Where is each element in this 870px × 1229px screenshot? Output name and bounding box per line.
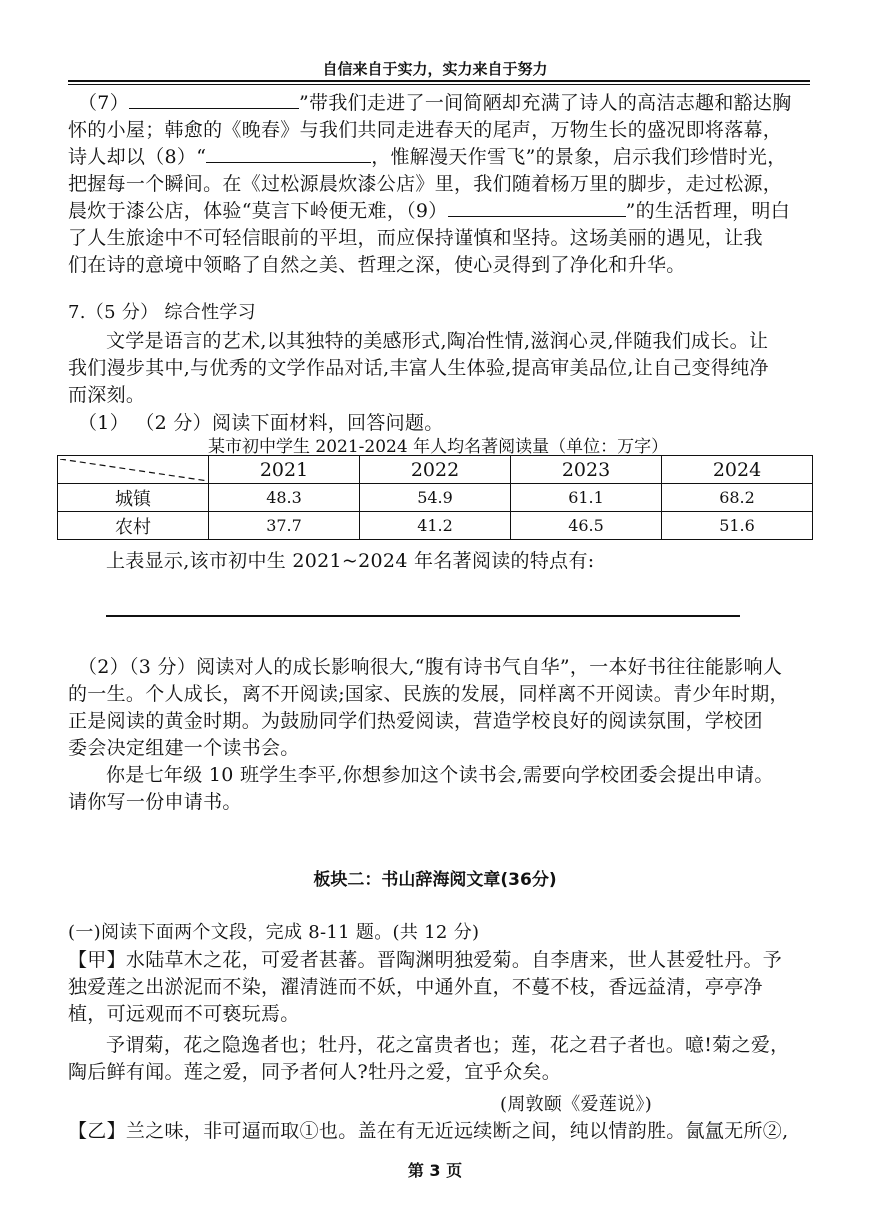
passage-text: ”带我们走进了一间简陋却充满了诗人的高洁志趣和豁达胸 <box>299 92 792 114</box>
answer-blank-9[interactable] <box>448 198 626 217</box>
table-header-cell: 2021 <box>209 456 360 484</box>
q7-sub2-line-3: 正是阅读的黄金时期。为鼓励同学们热爱阅读，营造学校良好的阅读氛围，学校团 <box>68 710 763 732</box>
q7-sub2-line-5: 你是七年级 10 班学生李平,你想参加这个读书会,需要向学校团委会提出申请。 <box>106 764 774 786</box>
passage-line-6: 了人生旅途中不可轻信眼前的平坦，而应保持谨慎和坚持。这场美丽的遇见，让我 <box>68 227 763 249</box>
table-cell: 68.2 <box>662 484 813 512</box>
page-header-title: 自信来自于实力，实力来自于努力 <box>322 60 548 78</box>
passage-line-7: 们在诗的意境中领略了自然之美、哲理之深，使心灵得到了净化和升华。 <box>68 254 686 276</box>
jia-line-3: 植，可远观而不可亵玩焉。 <box>68 1003 300 1025</box>
table-header-cell: 2022 <box>360 456 511 484</box>
jia-line-5: 陶后鲜有闻。莲之爱，同予者何人?牡丹之爱，宜乎众矣。 <box>68 1061 561 1083</box>
q7-sub2-line-2: 的一生。个人成长，离不开阅读;国家、民族的发展，同样离不开阅读。青少年时期， <box>68 683 789 705</box>
answer-line[interactable] <box>106 615 740 617</box>
passage-line-1 <box>78 88 792 115</box>
question-7-heading: 7.（5 分） 综合性学习 <box>68 302 256 323</box>
table-row <box>58 512 813 540</box>
blank-number-8: 诗人却以（8）“ <box>68 146 207 168</box>
section-2-title: 板块二：书山辞海阅文章(36分) <box>313 870 557 890</box>
table-cell: 46.5 <box>511 512 662 540</box>
q7-intro-line-1: 文学是语言的艺术,以其独特的美感形式,陶冶性情,滋润心灵,伴随我们成长。让 <box>106 330 769 352</box>
table-cell: 48.3 <box>209 484 360 512</box>
table-cell: 37.7 <box>209 512 360 540</box>
table-header-cell: 2023 <box>511 456 662 484</box>
table-header-cell: 2024 <box>662 456 813 484</box>
jia-line-1: 【甲】水陆草木之花，可爱者甚蕃。晋陶渊明独爱菊。自李唐来，世人甚爱牡丹。予 <box>68 949 783 971</box>
jia-line-4: 予谓菊，花之隐逸者也；牡丹，花之富贵者也；莲，花之君子者也。噫!菊之爱， <box>106 1034 790 1056</box>
table-row <box>58 484 813 512</box>
part-1-heading: (一)阅读下面两个文段，完成 8-11 题。(共 12 分) <box>68 922 480 943</box>
reading-data-table <box>57 455 813 540</box>
jia-line-2: 独爱莲之出淤泥而不染，濯清涟而不妖，中通外直，不蔓不枝，香远益清，亭亭净 <box>68 976 763 998</box>
passage-line-3 <box>68 142 787 169</box>
table-cell: 41.2 <box>360 512 511 540</box>
q7-intro-line-3: 而深刻。 <box>68 384 146 406</box>
jia-source: (周敦颐《爱莲说》) <box>500 1094 653 1115</box>
table-cell: 61.1 <box>511 484 662 512</box>
q7-sub1-question: 上表显示,该市初中生 2021~2024 年名著阅读的特点有: <box>106 550 595 572</box>
blank-number-7: （7） <box>78 92 129 114</box>
q7-intro-line-2: 我们漫步其中,与优秀的文学作品对话,丰富人生体验,提高审美品位,让自己变得纯净 <box>68 357 769 379</box>
header-rule-thin <box>68 84 810 85</box>
q7-sub2-line-4: 委会决定组建一个读书会。 <box>68 737 300 759</box>
row-label-urban: 城镇 <box>58 484 209 512</box>
q7-sub2-line-6: 请你写一份申请书。 <box>68 791 242 813</box>
yi-line-1: 【乙】兰之味，非可逼而取①也。盖在有无近远续断之间，纯以情韵胜。氤氲无所②, <box>68 1120 789 1142</box>
blank-number-9: 晨炊于漆公店，体验“莫言下岭便无难，（9） <box>68 200 448 222</box>
passage-text: ，惟解漫天作雪飞”的景象，启示我们珍惜时光， <box>371 146 787 168</box>
table-caption: 某市初中学生 2021-2024 年人均名著阅读量（单位：万字） <box>208 437 669 457</box>
q7-sub1-prompt: （1） （2 分）阅读下面材料，回答问题。 <box>78 412 444 434</box>
table-header-row <box>58 456 813 484</box>
page-number: 第 3 页 <box>407 1161 463 1180</box>
table-corner-cell <box>58 456 209 484</box>
answer-blank-8[interactable] <box>206 144 371 163</box>
passage-line-4: 把握每一个瞬间。在《过松源晨炊漆公店》里，我们随着杨万里的脚步，走过松源， <box>68 173 783 195</box>
diagonal-divider <box>60 459 208 481</box>
row-label-rural: 农村 <box>58 512 209 540</box>
header-rule <box>68 80 810 82</box>
table-cell: 51.6 <box>662 512 813 540</box>
answer-blank-7[interactable] <box>129 90 299 109</box>
passage-text: ”的生活哲理，明白 <box>625 200 791 222</box>
passage-line-2: 怀的小屋；韩愈的《晚春》与我们共同走进春天的尾声，万物生长的盛况即将落幕， <box>68 119 783 141</box>
q7-sub2-line-1: （2）（3 分）阅读对人的成长影响很大,“腹有诗书气自华”，一本好书往往能影响人 <box>78 656 783 678</box>
table-cell: 54.9 <box>360 484 511 512</box>
passage-line-5 <box>68 196 790 223</box>
